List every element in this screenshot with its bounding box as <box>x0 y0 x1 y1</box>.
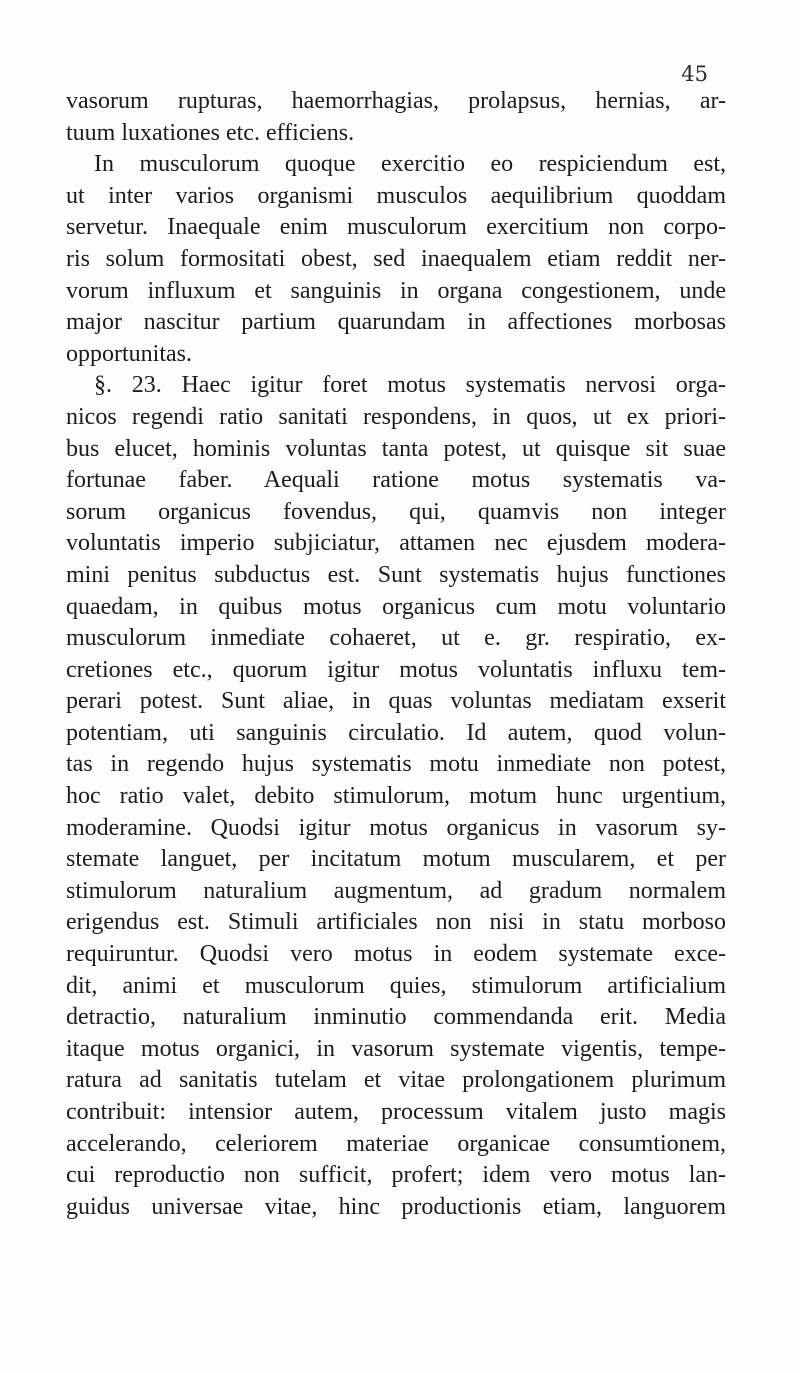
text-line: musculorum inmediate cohaeret, ut e. gr. respiratio, ex- <box>66 625 726 652</box>
text-line: itaque motus organici, in vasorum systemate vigentis, tempe- <box>66 1035 726 1062</box>
text-line: contribuit: intensior autem, processum vitalem justo magis <box>66 1099 726 1125</box>
text-line: cretiones etc., quorum igitur motus voluntatis influxu tem- <box>66 656 726 683</box>
text-line: stemate languet, per incitatum motum muscularem, et per <box>66 846 726 873</box>
text-line: cui reproductio non sufficit, profert; idem vero motus lan- <box>66 1162 726 1189</box>
text-line: major nascitur partium quarundam in affectiones morbosas <box>66 309 726 336</box>
text-line: requiruntur. Quodsi vero motus in eodem systemate exce- <box>66 941 726 968</box>
text-line: nicos regendi ratio sanitati respondens, in quos, ut ex priori- <box>66 403 726 430</box>
text-line: erigendus est. Stimuli artificiales non nisi in statu morboso <box>66 909 726 936</box>
text-line: potentiam, uti sanguinis circulatio. Id autem, quod volun- <box>66 719 726 746</box>
text-line: ris solum formositati obest, sed inaequalem etiam reddit ner- <box>66 245 726 272</box>
page-number: 45 <box>681 62 708 86</box>
text-line: guidus universae vitae, hinc productionis etiam, languorem <box>66 1193 726 1220</box>
body-text <box>66 86 726 1223</box>
text-line: In musculorum quoque exercitio eo respiciendum est, <box>94 151 726 178</box>
text-line: vasorum rupturas, haemorrhagias, prolapsus, hernias, ar- <box>66 88 726 114</box>
text-line: dit, animi et musculorum quies, stimulorum artificialium <box>66 972 726 999</box>
text-line: §. 23. Haec igitur foret motus systematis nervosi orga- <box>94 372 726 399</box>
text-line: stimulorum naturalium augmentum, ad gradum normalem <box>66 877 726 904</box>
text-line: tuum luxationes etc. efficiens. <box>66 119 355 146</box>
text-line: vorum influxum et sanguinis in organa congestionem, unde <box>66 277 726 304</box>
text-line: accelerando, celeriorem materiae organicae consumtionem, <box>66 1130 726 1157</box>
text-line: perari potest. Sunt aliae, in quas voluntas mediatam exserit <box>66 688 726 715</box>
text-line: bus elucet, hominis voluntas tanta potest, ut quisque sit suae <box>66 435 726 462</box>
text-line: hoc ratio valet, debito stimulorum, motum hunc urgentium, <box>66 783 726 810</box>
text-line: quaedam, in quibus motus organicus cum motu voluntario <box>66 593 726 620</box>
text-line: ratura ad sanitatis tutelam et vitae prolongationem plurimum <box>66 1067 726 1094</box>
text-line: detractio, naturalium inminutio commendanda erit. Media <box>66 1004 726 1031</box>
text-line: tas in regendo hujus systematis motu inmediate non potest, <box>66 751 726 778</box>
text-line: fortunae faber. Aequali ratione motus systematis va- <box>66 467 726 494</box>
text-line: moderamine. Quodsi igitur motus organicus in vasorum sy- <box>66 814 726 841</box>
text-line: opportunitas. <box>66 340 192 367</box>
text-line: servetur. Inaequale enim musculorum exercitium non corpo- <box>66 214 726 241</box>
text-line: sorum organicus fovendus, qui, quamvis non integer <box>66 498 726 525</box>
text-line: mini penitus subductus est. Sunt systematis hujus functiones <box>66 561 726 588</box>
text-line: ut inter varios organismi musculos aequilibrium quoddam <box>66 182 726 209</box>
text-line: voluntatis imperio subjiciatur, attamen nec ejusdem modera- <box>66 530 726 557</box>
